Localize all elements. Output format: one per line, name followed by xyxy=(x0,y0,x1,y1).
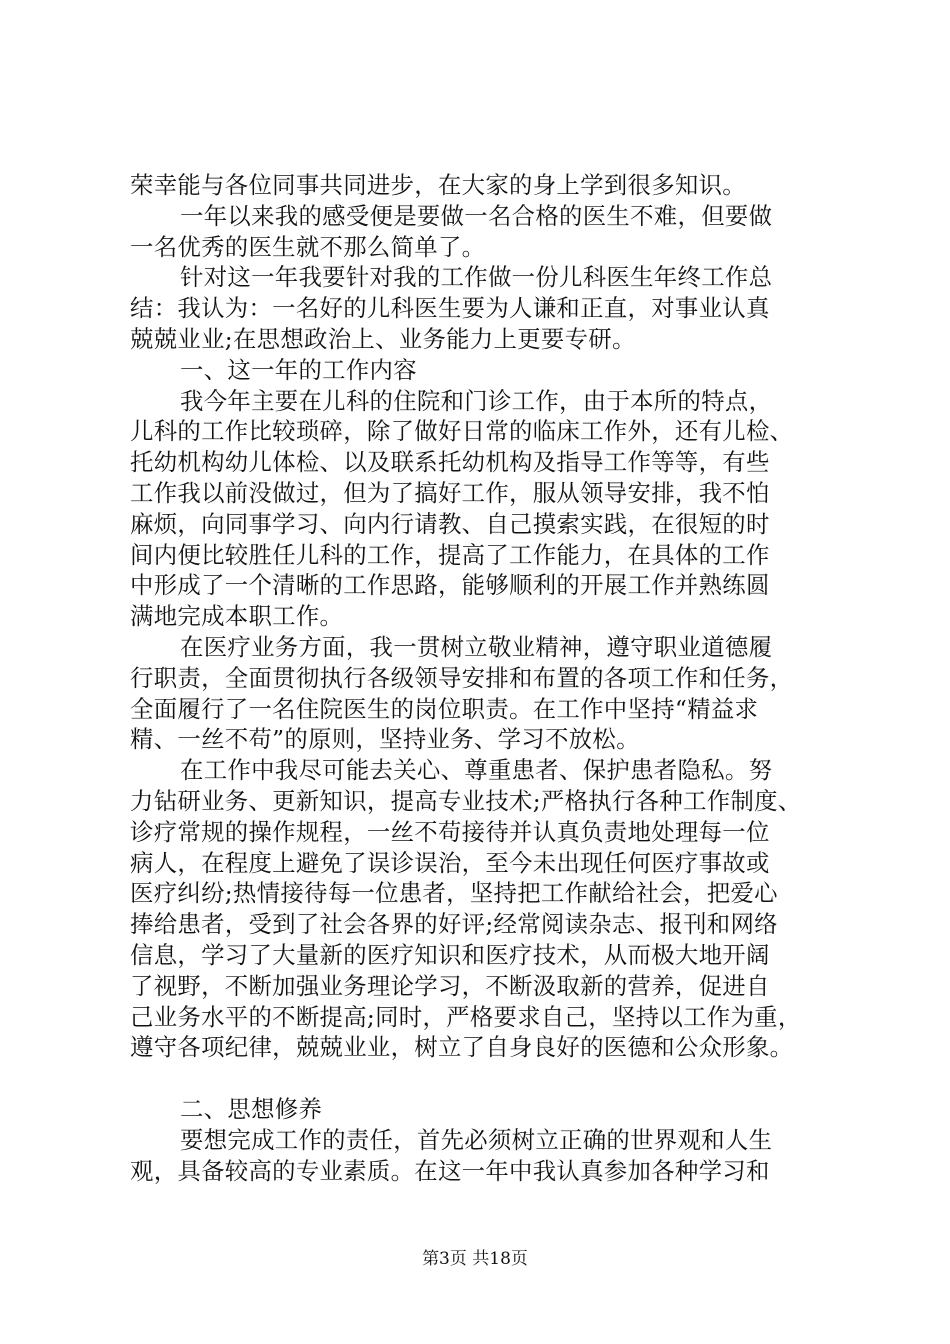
paragraph-start: 针对这一年我要针对我的工作做一份儿科医生年终工作总 xyxy=(180,263,773,292)
paragraph-start: 要想完成工作的责任，首先必须树立正确的世界观和人生 xyxy=(180,1125,773,1154)
text-line: 诊疗常规的操作规程，一丝不苟接待并认真负责地处理每一位 xyxy=(130,817,770,846)
text-line: 捧给患者，受到了社会各界的好评;经常阅读杂志、报刊和网络 xyxy=(130,910,778,939)
text-line: 了视野，不断加强业务理论学习，不断汲取新的营养，促进自 xyxy=(130,971,770,1000)
text-line: 结：我认为：一名好的儿科医生要为人谦和正直，对事业认真 xyxy=(130,294,770,323)
text-line: 己业务水平的不断提高;同时，严格要求自己，坚持以工作为重， xyxy=(130,1002,802,1031)
section-heading-work-content: 一、这一年的工作内容 xyxy=(180,355,417,384)
text-line: 信息，学习了大量新的医疗知识和医疗技术，从而极大地开阔 xyxy=(130,940,770,969)
paragraph-start: 在工作中我尽可能去关心、尊重患者、保护患者隐私。努 xyxy=(180,756,773,785)
text-line: 行职责，全面贯彻执行各级领导安排和布置的各项工作和任务， xyxy=(130,663,794,692)
text-line: 精、一丝不苟”的原则，坚持业务、学习不放松。 xyxy=(130,725,640,754)
text-line: 中形成了一个清晰的工作思路，能够顺利的开展工作并熟练圆 xyxy=(130,571,770,600)
page-number-footer: 第3页 共18页 xyxy=(422,1249,528,1269)
text-line: 兢兢业业;在思想政治上、业务能力上更要专研。 xyxy=(130,324,636,353)
document-body xyxy=(130,170,830,1186)
text-line: 荣幸能与各位同事共同进步，在大家的身上学到很多知识。 xyxy=(130,171,746,199)
text-line: 工作我以前没做过，但为了搞好工作，服从领导安排，我不怕 xyxy=(130,478,770,507)
text-line: 力钻研业务、更新知识，提高专业技术;严格执行各种工作制度、 xyxy=(130,786,802,815)
text-line: 麻烦，向同事学习、向内行请教、自己摸索实践，在很短的时 xyxy=(130,509,770,538)
text-line: 全面履行了一名住院医生的岗位职责。在工作中坚持“精益求 xyxy=(130,694,759,723)
paragraph-start: 在医疗业务方面，我一贯树立敬业精神，遵守职业道德履 xyxy=(180,632,773,661)
paragraph-start: 一年以来我的感受便是要做一名合格的医生不难，但要做 xyxy=(180,201,773,230)
section-heading-thought: 二、思想修养 xyxy=(180,1094,323,1123)
text-line: 遵守各项纪律，兢兢业业，树立了自身良好的医德和公众形象。 xyxy=(130,1033,794,1062)
text-line: 一名优秀的医生就不那么简单了。 xyxy=(130,232,486,261)
paragraph-start: 我今年主要在儿科的住院和门诊工作，由于本所的特点， xyxy=(180,386,773,415)
text-line: 托幼机构幼儿体检、以及联系托幼机构及指导工作等等，有些 xyxy=(130,448,770,477)
text-line: 病人，在程度上避免了误诊误治，至今未出现任何医疗事故或 xyxy=(130,848,770,877)
paragraph-gap xyxy=(130,1063,830,1094)
text-line: 医疗纠纷;热情接待每一位患者，坚持把工作献给社会，把爱心 xyxy=(130,879,778,908)
text-line: 儿科的工作比较琐碎，除了做好日常的临床工作外，还有儿检、 xyxy=(130,417,794,446)
text-line: 间内便比较胜任儿科的工作，提高了工作能力，在具体的工作 xyxy=(130,540,770,569)
text-line: 满地完成本职工作。 xyxy=(130,602,344,631)
text-line: 观，具备较高的专业素质。在这一年中我认真参加各种学习和 xyxy=(130,1156,770,1185)
